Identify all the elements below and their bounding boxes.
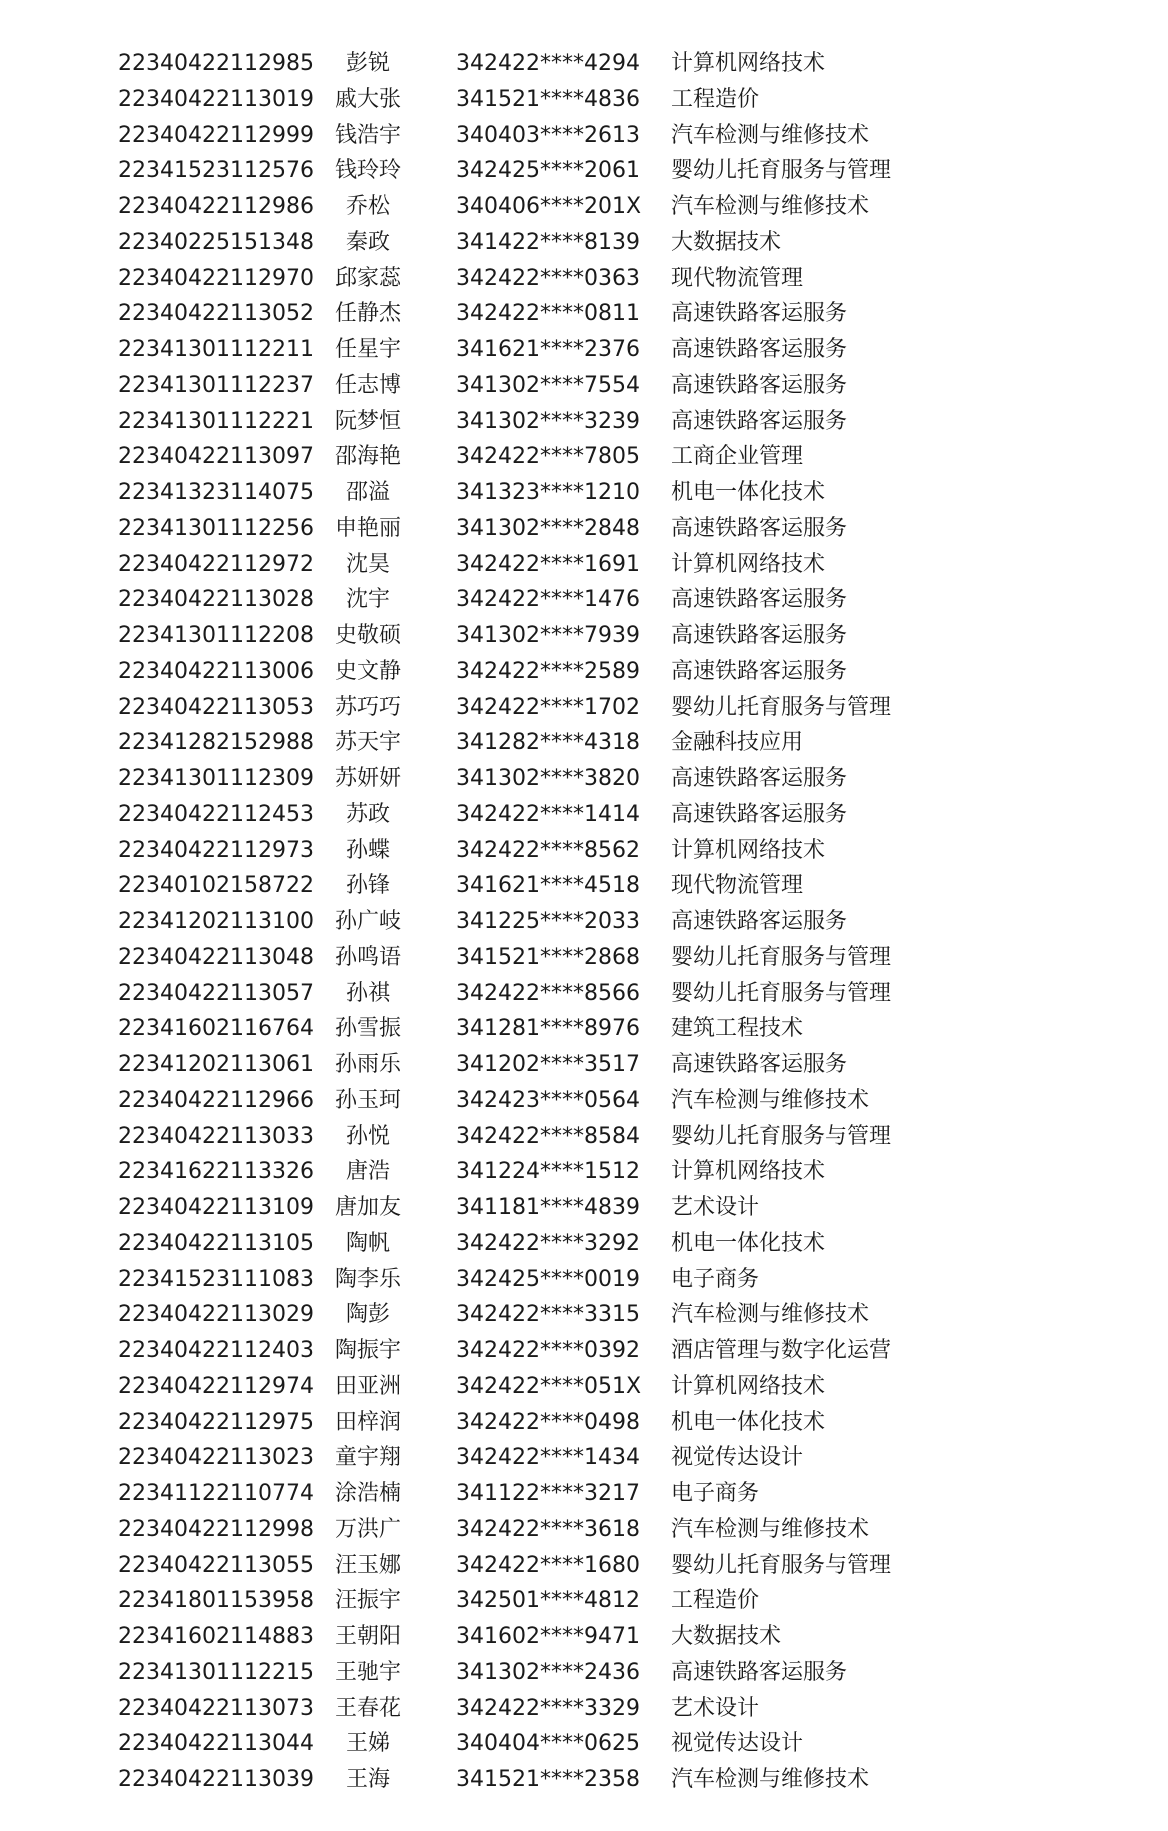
list-row: [0, 582, 1168, 618]
list-row: [0, 1226, 1168, 1262]
student-name: 戚大张: [334, 86, 401, 112]
major-name: 高速铁路客运服务: [671, 766, 848, 791]
student-name: 汪振宇: [334, 1588, 401, 1614]
major-name: 高速铁路客运服务: [671, 337, 848, 362]
exam-number: 22341282152988: [118, 730, 314, 756]
exam-number: 22340422113055: [118, 1552, 314, 1578]
id-card-number: 341282****4318: [456, 730, 640, 756]
student-name: 沈昊: [345, 551, 390, 577]
id-card-number: 340406****201X: [456, 194, 642, 219]
list-row: [0, 189, 1168, 225]
exam-number: 22340422113028: [118, 587, 314, 613]
major-name: 电子商务: [671, 1481, 760, 1506]
exam-number: 22340422112986: [118, 194, 314, 219]
id-card-number: 341225****2033: [456, 909, 640, 934]
major-name: 艺术设计: [671, 1195, 760, 1220]
list-row: [0, 868, 1168, 904]
major-name: 计算机网络技术: [671, 551, 826, 577]
major-name: 高速铁路客运服务: [671, 909, 848, 934]
list-row: [0, 1476, 1168, 1512]
list-row: [0, 261, 1168, 297]
id-card-number: 341602****9471: [456, 1624, 640, 1649]
list-row: [0, 976, 1168, 1012]
list-row: [0, 1011, 1168, 1047]
student-name: 苏妍妍: [334, 766, 401, 791]
student-name: 孙广岐: [334, 909, 401, 934]
major-name: 现代物流管理: [671, 873, 804, 899]
exam-number: 22340422112966: [118, 1087, 314, 1113]
id-card-number: 342422****0392: [456, 1338, 640, 1363]
exam-number: 22341301112221: [118, 408, 314, 434]
id-card-number: 342422****1476: [456, 587, 640, 613]
student-name: 苏天宇: [334, 730, 401, 756]
exam-number: 22341622113326: [118, 1159, 314, 1185]
student-name: 任星宇: [334, 337, 401, 362]
student-name: 孙鸣语: [334, 944, 401, 970]
student-name: 苏政: [345, 801, 390, 827]
list-row: [0, 940, 1168, 976]
id-card-number: 342422****3292: [456, 1230, 640, 1256]
id-card-number: 342422****0498: [456, 1409, 640, 1435]
student-name: 孙锋: [345, 873, 390, 899]
id-card-number: 342422****1702: [456, 694, 640, 720]
id-card-number: 342422****0811: [456, 301, 640, 327]
list-row: [0, 439, 1168, 475]
exam-number: 22341602116764: [118, 1016, 314, 1042]
student-name: 孙祺: [345, 980, 390, 1006]
exam-number: 22340422113105: [118, 1230, 314, 1256]
major-name: 建筑工程技术: [671, 1016, 804, 1042]
major-name: 高速铁路客运服务: [671, 801, 848, 827]
exam-number: 22340422112403: [118, 1338, 314, 1363]
id-card-number: 341224****1512: [456, 1159, 640, 1185]
major-name: 高速铁路客运服务: [671, 408, 848, 434]
exam-number: 22341301112256: [118, 515, 314, 541]
major-name: 工程造价: [671, 86, 760, 112]
exam-number: 22341301112215: [118, 1659, 314, 1685]
list-row: [0, 225, 1168, 261]
student-name: 涂浩楠: [334, 1481, 401, 1506]
exam-number: 22341602114883: [118, 1624, 314, 1649]
exam-number: 22340422112970: [118, 265, 314, 291]
list-row: [0, 153, 1168, 189]
student-name: 史文静: [334, 658, 401, 684]
exam-number: 22340422112999: [118, 122, 314, 148]
exam-number: 22340422112974: [118, 1373, 314, 1399]
exam-number: 22340422112975: [118, 1409, 314, 1435]
id-card-number: 340403****2613: [456, 122, 640, 148]
exam-number: 22340422113029: [118, 1302, 314, 1328]
major-name: 汽车检测与维修技术: [671, 1087, 870, 1113]
id-card-number: 341621****2376: [456, 337, 640, 362]
list-row: [0, 332, 1168, 368]
id-card-number: 341302****2848: [456, 515, 640, 541]
exam-number: 22340422113033: [118, 1123, 314, 1149]
major-name: 高速铁路客运服务: [671, 658, 848, 684]
student-name: 史敬硕: [334, 623, 401, 648]
id-card-number: 342422****8584: [456, 1123, 640, 1149]
exam-number: 22340422113019: [118, 86, 314, 112]
list-row: [0, 761, 1168, 797]
major-name: 工商企业管理: [671, 444, 804, 470]
exam-number: 22341523112576: [118, 158, 314, 184]
major-name: 现代物流管理: [671, 265, 804, 291]
id-card-number: 341122****3217: [456, 1481, 640, 1506]
list-row: [0, 904, 1168, 940]
student-name: 万洪广: [334, 1516, 401, 1542]
list-row: [0, 1297, 1168, 1333]
student-name: 秦政: [345, 229, 390, 255]
major-name: 婴幼儿托育服务与管理: [671, 944, 892, 970]
major-name: 计算机网络技术: [671, 1159, 826, 1185]
exam-number: 22340225151348: [118, 229, 314, 255]
student-name: 彭锐: [345, 51, 390, 76]
major-name: 酒店管理与数字化运营: [671, 1338, 892, 1363]
exam-number: 22340422112985: [118, 51, 314, 76]
list-row: [0, 46, 1168, 82]
student-name: 田亚洲: [334, 1373, 401, 1399]
student-name: 田梓润: [334, 1409, 401, 1435]
exam-number: 22340422112453: [118, 801, 314, 827]
student-name: 邱家蕊: [334, 265, 401, 291]
list-row: [0, 82, 1168, 118]
major-name: 汽车检测与维修技术: [671, 1516, 870, 1542]
list-row: [0, 296, 1168, 332]
student-name: 王朝阳: [334, 1624, 401, 1649]
id-card-number: 342422****051X: [456, 1373, 642, 1399]
list-row: [0, 547, 1168, 583]
major-name: 婴幼儿托育服务与管理: [671, 694, 892, 720]
student-name: 申艳丽: [334, 515, 401, 541]
list-row: [0, 1512, 1168, 1548]
major-name: 机电一体化技术: [671, 1230, 826, 1256]
list-row: [0, 654, 1168, 690]
major-name: 高速铁路客运服务: [671, 623, 848, 648]
list-row: [0, 511, 1168, 547]
list-row: [0, 1047, 1168, 1083]
major-name: 婴幼儿托育服务与管理: [671, 1552, 892, 1578]
student-name: 唐浩: [345, 1159, 390, 1185]
student-name: 王娣: [345, 1731, 390, 1757]
list-row: [0, 1154, 1168, 1190]
list-row: [0, 1440, 1168, 1476]
major-name: 高速铁路客运服务: [671, 515, 848, 541]
major-name: 高速铁路客运服务: [671, 301, 848, 327]
exam-number: 22341122110774: [118, 1481, 314, 1506]
student-name: 苏巧巧: [334, 694, 401, 720]
major-name: 汽车检测与维修技术: [671, 1767, 870, 1792]
student-name: 童宇翔: [334, 1445, 401, 1471]
list-row: [0, 797, 1168, 833]
exam-number: 22341301112309: [118, 766, 314, 791]
student-name: 钱浩宇: [334, 122, 401, 148]
id-card-number: 342422****1691: [456, 551, 640, 577]
student-name: 孙雪振: [334, 1016, 401, 1042]
exam-number: 22341202113100: [118, 909, 314, 934]
id-card-number: 342423****0564: [456, 1087, 640, 1113]
major-name: 电子商务: [671, 1266, 760, 1292]
exam-number: 22340422113048: [118, 944, 314, 970]
student-name: 王海: [345, 1767, 390, 1792]
list-row: [0, 1405, 1168, 1441]
exam-number: 22340422113073: [118, 1695, 314, 1721]
id-card-number: 342422****0363: [456, 265, 640, 291]
student-name: 孙悦: [345, 1123, 390, 1149]
student-name: 任静杰: [334, 301, 401, 327]
major-name: 计算机网络技术: [671, 837, 826, 863]
student-name: 阮梦恒: [334, 408, 401, 434]
id-card-number: 342422****3329: [456, 1695, 640, 1721]
major-name: 机电一体化技术: [671, 480, 826, 505]
major-name: 机电一体化技术: [671, 1409, 826, 1435]
exam-number: 22340422113052: [118, 301, 314, 327]
list-row: [0, 118, 1168, 154]
exam-number: 22341301112237: [118, 372, 314, 398]
list-row: [0, 1119, 1168, 1155]
exam-number: 22340422113039: [118, 1767, 314, 1792]
id-card-number: 341302****2436: [456, 1659, 640, 1685]
id-card-number: 341621****4518: [456, 873, 640, 899]
id-card-number: 342425****0019: [456, 1266, 640, 1292]
exam-number: 22341202113061: [118, 1052, 314, 1077]
id-card-number: 342422****1434: [456, 1445, 640, 1471]
major-name: 汽车检测与维修技术: [671, 122, 870, 148]
major-name: 视觉传达设计: [671, 1731, 804, 1757]
list-row: [0, 1083, 1168, 1119]
id-card-number: 342425****2061: [456, 158, 640, 184]
id-card-number: 341422****8139: [456, 229, 640, 255]
exam-number: 22340422112972: [118, 551, 314, 577]
student-name: 唐加友: [334, 1195, 401, 1220]
student-name: 任志博: [334, 372, 401, 398]
list-row: [0, 1691, 1168, 1727]
major-name: 工程造价: [671, 1588, 760, 1614]
major-name: 大数据技术: [671, 229, 782, 255]
id-card-number: 341302****7554: [456, 372, 640, 398]
id-card-number: 341302****3820: [456, 766, 640, 791]
id-card-number: 342422****8562: [456, 837, 640, 863]
id-card-number: 342422****3618: [456, 1516, 640, 1542]
id-card-number: 340404****0625: [456, 1731, 640, 1757]
student-name: 孙雨乐: [334, 1052, 401, 1077]
student-name: 孙玉珂: [334, 1087, 401, 1113]
list-row: [0, 475, 1168, 511]
major-name: 婴幼儿托育服务与管理: [671, 158, 892, 184]
id-card-number: 341521****2358: [456, 1767, 640, 1792]
list-row: [0, 1619, 1168, 1655]
student-name: 钱玲玲: [334, 158, 401, 184]
major-name: 高速铁路客运服务: [671, 1659, 848, 1685]
exam-number: 22340422112998: [118, 1516, 314, 1542]
exam-number: 22340422112973: [118, 837, 314, 863]
id-card-number: 342501****4812: [456, 1588, 640, 1614]
list-row: [0, 1262, 1168, 1298]
list-row: [0, 1548, 1168, 1584]
major-name: 计算机网络技术: [671, 51, 826, 76]
student-name: 陶振宇: [334, 1338, 401, 1363]
id-card-number: 342422****4294: [456, 51, 640, 76]
id-card-number: 342422****3315: [456, 1302, 640, 1328]
id-card-number: 341323****1210: [456, 480, 640, 505]
student-name: 王驰宇: [334, 1659, 401, 1685]
student-name: 陶李乐: [334, 1266, 401, 1292]
exam-number: 22340422113044: [118, 1731, 314, 1757]
major-name: 高速铁路客运服务: [671, 372, 848, 398]
id-card-number: 342422****8566: [456, 980, 640, 1006]
exam-number: 22340422113006: [118, 658, 314, 684]
major-name: 汽车检测与维修技术: [671, 1302, 870, 1328]
list-row: [0, 1583, 1168, 1619]
exam-number: 22340422113023: [118, 1445, 314, 1471]
list-row: [0, 833, 1168, 869]
student-name: 陶帆: [345, 1230, 390, 1256]
major-name: 视觉传达设计: [671, 1445, 804, 1471]
exam-number: 22340422113057: [118, 980, 314, 1006]
major-name: 高速铁路客运服务: [671, 587, 848, 613]
student-name: 孙蝶: [345, 837, 390, 863]
list-row: [0, 1655, 1168, 1691]
list-row: [0, 618, 1168, 654]
list-row: [0, 1333, 1168, 1369]
exam-number: 22340422113097: [118, 444, 314, 470]
student-name: 沈宇: [345, 587, 390, 613]
id-card-number: 342422****7805: [456, 444, 640, 470]
exam-number: 22340422113109: [118, 1195, 314, 1220]
id-card-number: 342422****1414: [456, 801, 640, 827]
student-name: 邵海艳: [334, 444, 401, 470]
student-name: 王春花: [334, 1695, 401, 1721]
major-name: 汽车检测与维修技术: [671, 194, 870, 219]
id-card-number: 342422****2589: [456, 658, 640, 684]
exam-number: 22341523111083: [118, 1266, 314, 1292]
list-row: [0, 690, 1168, 726]
major-name: 高速铁路客运服务: [671, 1052, 848, 1077]
major-name: 计算机网络技术: [671, 1373, 826, 1399]
major-name: 艺术设计: [671, 1695, 760, 1721]
student-name: 乔松: [345, 194, 390, 219]
exam-number: 22341301112208: [118, 623, 314, 648]
student-name: 陶彭: [345, 1302, 390, 1328]
id-card-number: 341302****3239: [456, 408, 640, 434]
list-row: [0, 1369, 1168, 1405]
id-card-number: 341521****4836: [456, 86, 640, 112]
exam-number: 22341801153958: [118, 1588, 314, 1614]
major-name: 婴幼儿托育服务与管理: [671, 980, 892, 1006]
id-card-number: 341202****3517: [456, 1052, 640, 1077]
id-card-number: 341302****7939: [456, 623, 640, 648]
student-list: [0, 46, 1168, 1798]
exam-number: 22341323114075: [118, 480, 314, 505]
exam-number: 22340422113053: [118, 694, 314, 720]
id-card-number: 342422****1680: [456, 1552, 640, 1578]
list-row: [0, 368, 1168, 404]
student-name: 邵溢: [345, 480, 390, 505]
major-name: 金融科技应用: [671, 730, 804, 756]
id-card-number: 341521****2868: [456, 944, 640, 970]
id-card-number: 341181****4839: [456, 1195, 640, 1220]
list-row: [0, 1762, 1168, 1798]
list-row: [0, 725, 1168, 761]
list-row: [0, 404, 1168, 440]
student-name: 汪玉娜: [334, 1552, 401, 1578]
list-row: [0, 1190, 1168, 1226]
list-row: [0, 1726, 1168, 1762]
exam-number: 22341301112211: [118, 337, 314, 362]
major-name: 婴幼儿托育服务与管理: [671, 1123, 892, 1149]
exam-number: 22340102158722: [118, 873, 314, 899]
major-name: 大数据技术: [671, 1624, 782, 1649]
id-card-number: 341281****8976: [456, 1016, 640, 1042]
